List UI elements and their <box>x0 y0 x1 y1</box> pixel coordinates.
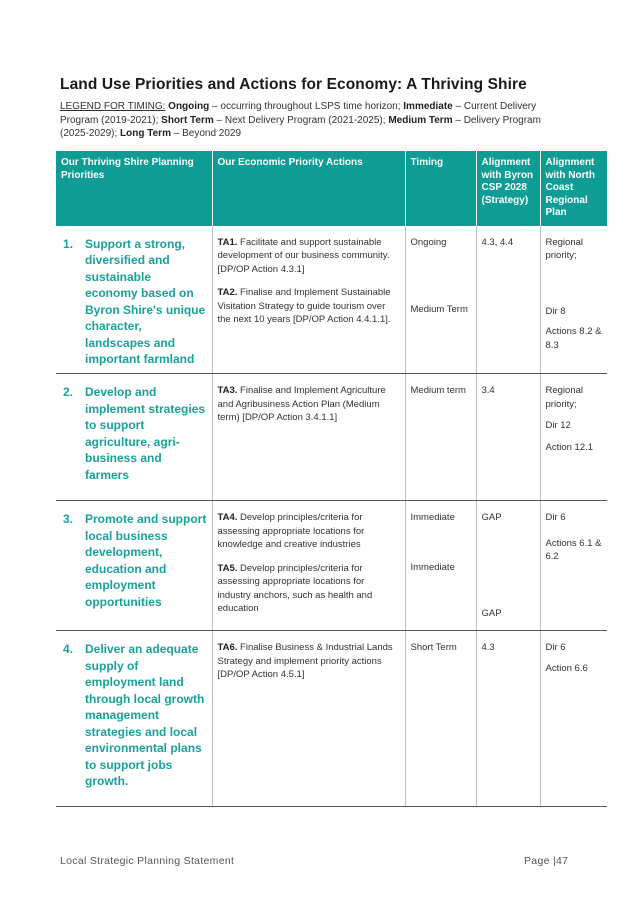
priority-cell <box>56 501 212 631</box>
timing-cell <box>405 374 476 501</box>
priority-cell <box>56 374 212 501</box>
ncrp-value: Dir 12 <box>545 420 571 431</box>
timing-value: Immediate <box>410 512 455 523</box>
timing-cell <box>405 631 476 807</box>
legend-ongoing: Ongoing <box>168 101 210 112</box>
priority-item <box>61 641 207 790</box>
legend-long-desc: – Beyond 2029 <box>170 128 242 139</box>
timing-legend <box>60 100 560 141</box>
priorities-table <box>56 151 607 807</box>
table-row <box>56 226 607 374</box>
legend-immediate: Immediate <box>403 101 453 112</box>
action-code: TA1. <box>217 236 238 248</box>
ncrp-value: Action 6.6 <box>545 662 588 674</box>
footer-document-title: Local Strategic Planning Statement <box>60 855 235 867</box>
action-item <box>218 562 400 616</box>
actions-cell <box>212 374 405 501</box>
timing-value: Immediate <box>410 561 455 573</box>
timing-cell <box>405 501 476 631</box>
priority-item <box>61 511 207 610</box>
header-priorities: Our Thriving Shire Planning Priorities <box>56 151 212 226</box>
action-text: Finalise Business & Industrial Lands Strategy and implement priority actions [DP/OP Action 4.5.1] <box>217 642 393 680</box>
action-code: TA6. <box>217 642 238 653</box>
legend-medium-desc: – Delivery Program (2025-2029); <box>60 114 541 139</box>
priority-text: Develop and implement strategies to support agriculture, agri-business and farmers <box>85 385 206 482</box>
ncrp-cell <box>540 501 607 631</box>
page-title: Land Use Priorities and Actions for Economy: A Thriving Shire <box>60 76 527 93</box>
priority-item <box>61 384 207 483</box>
priority-number: 2. <box>63 385 74 399</box>
ncrp-cell <box>540 374 607 501</box>
action-text: Finalise and Implement Agriculture and Agribusiness Action Plan (Medium term) [DP/OP Action 3.4.1.1] <box>217 385 386 423</box>
priority-cell <box>56 226 212 374</box>
actions-cell <box>212 631 405 807</box>
ncrp-value: Actions 8.2 & 8.3 <box>545 326 602 351</box>
legend-medium: Medium Term <box>388 114 453 126</box>
footer-page-number: Page |47 <box>524 855 569 867</box>
timing-value: Medium term <box>410 385 466 396</box>
action-item <box>218 236 400 277</box>
table-row <box>56 631 607 807</box>
csp-value: 4.3 <box>481 642 495 653</box>
ncrp-value: Regional priority; <box>545 385 583 410</box>
action-item <box>218 511 400 552</box>
priority-text: Promote and support local business development, education and employment opportunities <box>85 512 207 609</box>
action-text: Finalise and Implement Sustainable Visitation Strategy to guide tourism over the next 10 years [DP/OP Action 4.4.1.1]. <box>217 287 391 325</box>
ncrp-cell <box>540 226 607 374</box>
ncrp-value: Actions 6.1 & 6.2 <box>545 537 602 562</box>
action-code: TA3. <box>217 385 238 396</box>
priority-text: Deliver an adequate supply of employment land through local growth management strategies and local environmental plans to support jobs growth. <box>85 642 205 788</box>
header-ncrp: Alignment with North Coast Regional Plan <box>540 151 607 226</box>
legend-short: Short Term <box>161 114 214 126</box>
table-row <box>56 501 607 631</box>
priority-cell <box>56 631 212 807</box>
csp-value: 3.4 <box>481 385 495 396</box>
csp-cell <box>476 374 540 501</box>
header-timing: Timing <box>405 151 476 226</box>
priority-number: 4. <box>63 642 74 656</box>
csp-value: GAP <box>481 607 502 619</box>
legend-short-desc: – Next Delivery Program (2021-2025); <box>213 114 389 126</box>
header-csp: Alignment with Byron CSP 2028 (Strategy) <box>476 151 540 226</box>
ncrp-value: Dir 6 <box>545 512 566 523</box>
ncrp-value: Action 12.1 <box>545 441 594 453</box>
actions-cell <box>212 226 405 374</box>
table-row <box>56 374 607 501</box>
timing-value: Ongoing <box>410 236 447 248</box>
csp-cell <box>476 631 540 807</box>
csp-cell <box>476 501 540 631</box>
action-code: TA4. <box>217 512 238 523</box>
legend-label: LEGEND FOR TIMING: <box>60 101 166 112</box>
ncrp-cell <box>540 631 607 807</box>
priority-number: 1. <box>63 236 74 251</box>
ncrp-value: Regional priority; <box>545 236 583 261</box>
ncrp-value: Dir 6 <box>545 642 566 653</box>
csp-value: GAP <box>481 512 502 523</box>
action-text: Develop principles/criteria for assessing appropriate locations for industry anchors, such as health and education <box>217 562 373 614</box>
csp-cell <box>476 226 540 374</box>
action-text: Develop principles/criteria for assessing appropriate locations for knowledge and creative industries <box>217 512 365 550</box>
legend-long: Long Term <box>120 128 171 139</box>
csp-value: 4.3, 4.4 <box>481 236 514 248</box>
action-text: Facilitate and support sustainable development of our business community. [DP/OP Action 4.3.1] <box>217 236 390 275</box>
ncrp-value: Dir 8 <box>545 305 566 317</box>
table-header-row <box>56 151 607 226</box>
priority-number: 3. <box>63 512 74 526</box>
header-actions: Our Economic Priority Actions <box>212 151 405 226</box>
priority-text: Support a strong, diversified and sustainable economy based on Byron Shire's unique character, landscapes and important farmland <box>85 236 206 366</box>
action-item <box>218 641 400 682</box>
timing-value: Short Term <box>410 642 457 653</box>
priority-item <box>61 236 207 368</box>
timing-cell <box>405 226 476 374</box>
action-code: TA5. <box>217 562 238 574</box>
timing-value: Medium Term <box>410 304 468 315</box>
legend-ongoing-desc: – occurring throughout LSPS time horizon; <box>209 101 404 112</box>
legend-immediate-desc: – Current Delivery Program (2019-2021); <box>60 101 537 126</box>
action-code: TA2. <box>217 287 238 298</box>
actions-cell <box>212 501 405 631</box>
action-item <box>218 286 400 327</box>
action-item <box>218 384 400 425</box>
